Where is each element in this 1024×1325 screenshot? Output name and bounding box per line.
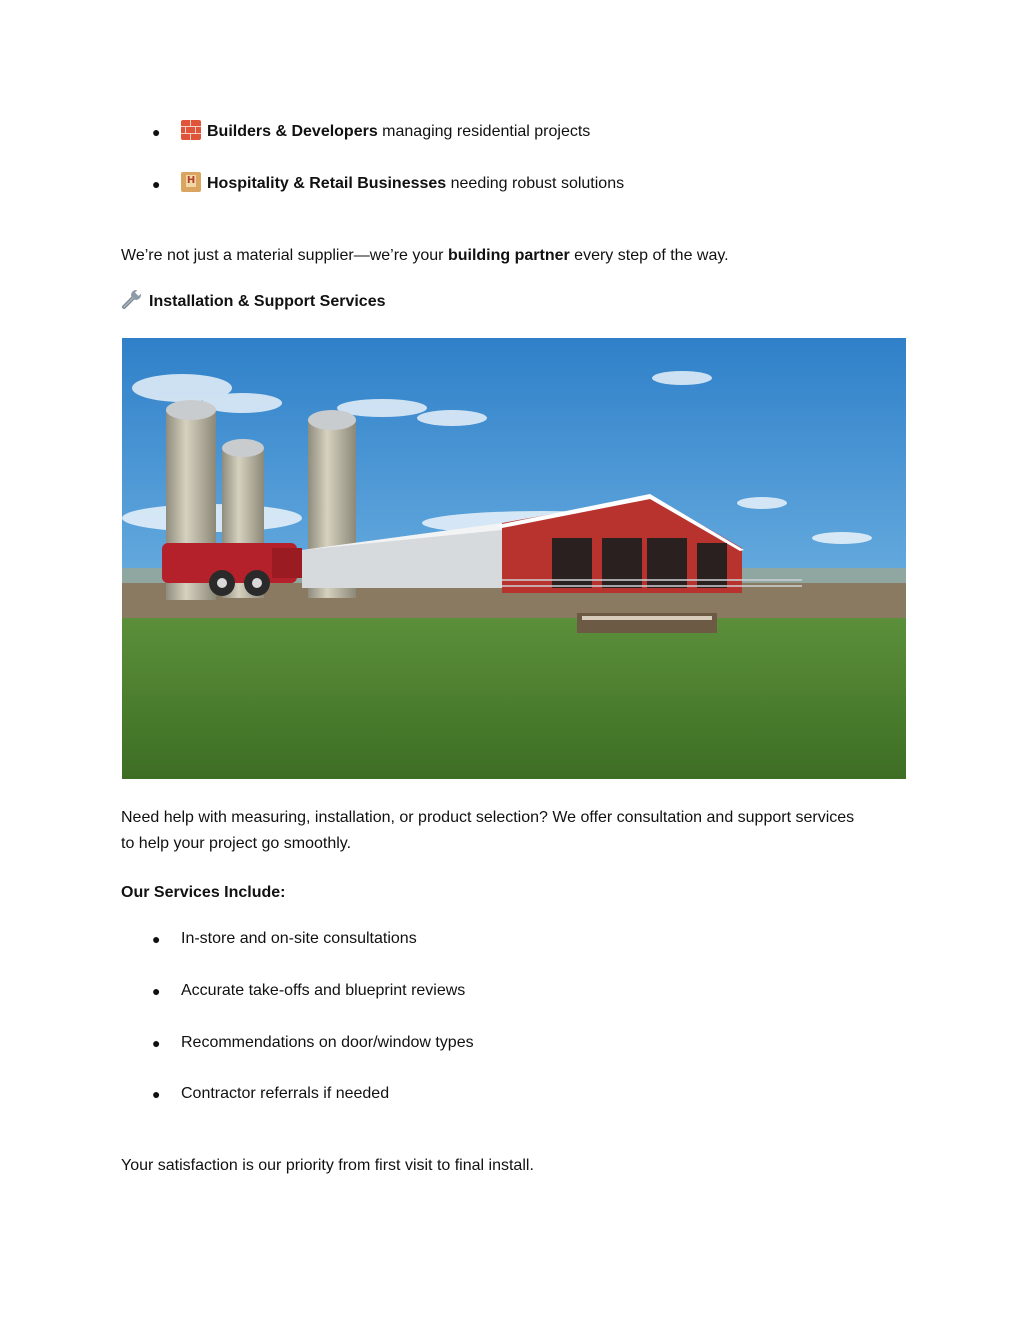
service-item: Accurate take-offs and blueprint reviews (181, 982, 466, 999)
service-item: Contractor referrals if needed (181, 1085, 390, 1102)
wrench-icon (121, 290, 143, 310)
bullet: ● (152, 176, 161, 192)
brick-icon (181, 120, 201, 140)
services-heading: Installation & Support Services (121, 289, 386, 315)
partner-statement: We’re not just a material supplier—we’re your building partner every step of the way. (121, 247, 729, 264)
hotel-icon (181, 172, 201, 192)
bullet: ● (152, 931, 161, 947)
service-item: Recommendations on door/window types (181, 1034, 474, 1051)
services-intro-line-2: to help your project go smoothly. (121, 835, 352, 852)
audience-item-builders: Builders & Developers managing residential projects (181, 119, 590, 145)
bullet: ● (152, 1035, 161, 1051)
services-list-heading: Our Services Include: (121, 884, 286, 901)
barn-photo (122, 338, 906, 779)
bullet: ● (152, 1086, 161, 1102)
audience-item-hospitality: H Hospitality & Retail Businesses needing robust solutions (181, 171, 624, 197)
services-intro-line-1: Need help with measuring, installation, or product selection? We offer consultation and support services (121, 809, 855, 826)
bullet: ● (152, 983, 161, 999)
closing-statement: Your satisfaction is our priority from first visit to final install. (121, 1157, 534, 1174)
bullet: ● (152, 124, 161, 140)
service-item: In-store and on-site consultations (181, 930, 417, 947)
